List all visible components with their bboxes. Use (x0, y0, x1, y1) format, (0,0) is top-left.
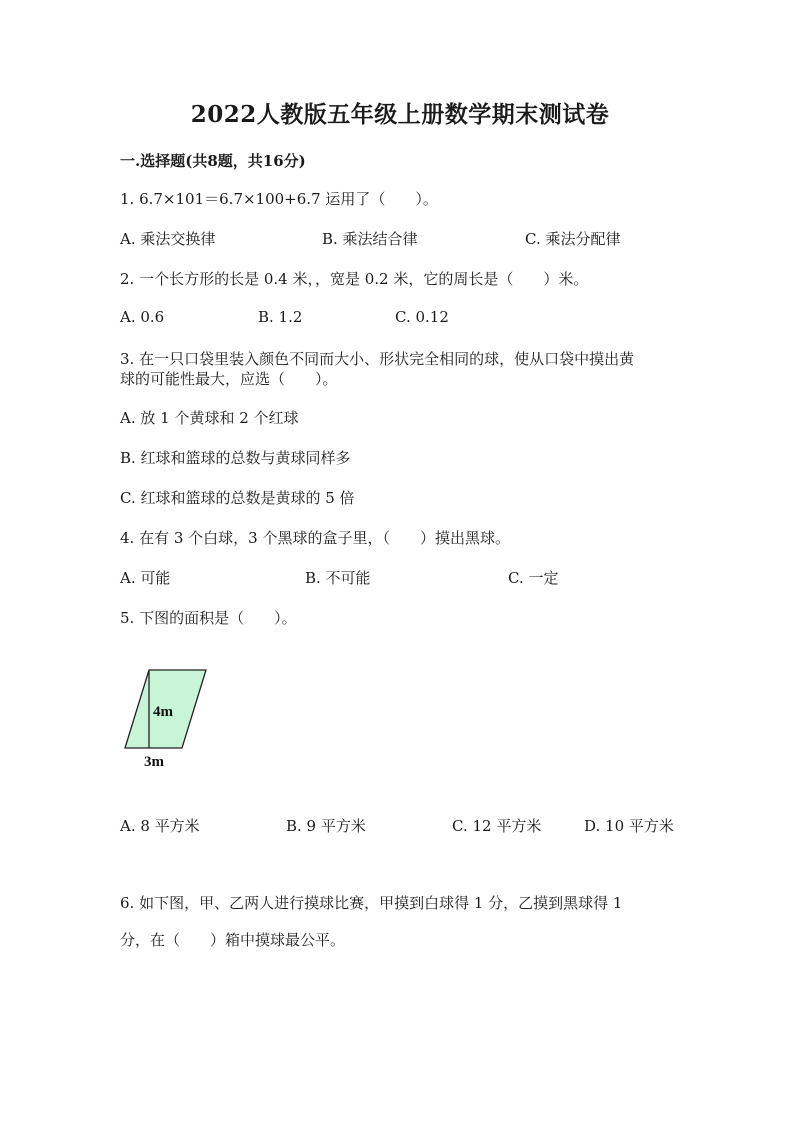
question-4-option-a: A. 可能 (120, 569, 171, 587)
question-4-option-c: C. 一定 (508, 569, 559, 587)
question-3-option-c: C. 红球和篮球的总数是黄球的 5 倍 (120, 489, 355, 507)
base-label: 3m (144, 754, 164, 770)
section-heading: 一.选择题(共8题，共16分) (120, 152, 306, 170)
parallelogram-figure (118, 660, 228, 775)
question-3-option-a: A. 放 1 个黄球和 2 个红球 (120, 409, 299, 427)
page-title: 2022人教版五年级上册数学期末测试卷 (190, 101, 610, 128)
question-5-stem: 5. 下图的面积是（ ）。 (120, 609, 297, 627)
question-4-stem: 4. 在有 3 个白球，3 个黑球的盒子里，（ ）摸出黑球。 (120, 529, 510, 547)
question-1-option-c: C. 乘法分配律 (525, 230, 621, 248)
question-5-option-d: D. 10 平方米 (584, 817, 674, 835)
question-2-option-a: A. 0.6 (120, 308, 165, 326)
question-6-stem-line-2: 分，在（ ）箱中摸球最公平。 (120, 931, 346, 949)
question-2-option-c: C. 0.12 (395, 308, 449, 326)
question-5-option-b: B. 9 平方米 (286, 817, 366, 835)
parallelogram-diagram (118, 660, 228, 775)
question-5-option-c: C. 12 平方米 (452, 817, 542, 835)
question-3-option-b: B. 红球和篮球的总数与黄球同样多 (120, 449, 351, 467)
question-2-option-b: B. 1.2 (258, 308, 303, 326)
question-1-stem: 1. 6.7×101＝6.7×100+6.7 运用了（ ）。 (120, 190, 438, 208)
question-1-option-b: B. 乘法结合律 (322, 230, 418, 248)
question-2-stem: 2. 一个长方形的长是 0.4 米，，宽是 0.2 米，它的周长是（ ）米。 (120, 270, 589, 288)
question-5-option-a: A. 8 平方米 (120, 817, 200, 835)
height-label: 4m (153, 704, 173, 720)
question-3-stem-line-1: 3. 在一只口袋里装入颜色不同而大小、形状完全相同的球，使从口袋中摸出黄 (120, 350, 635, 368)
question-4-option-b: B. 不可能 (305, 569, 371, 587)
question-1-option-a: A. 乘法交换律 (120, 230, 216, 248)
question-6-stem-line-1: 6. 如下图，甲、乙两人进行摸球比赛，甲摸到白球得 1 分，乙摸到黑球得 1 (120, 894, 623, 912)
question-3-stem-line-2: 球的可能性最大，应选（ ）。 (120, 370, 338, 388)
